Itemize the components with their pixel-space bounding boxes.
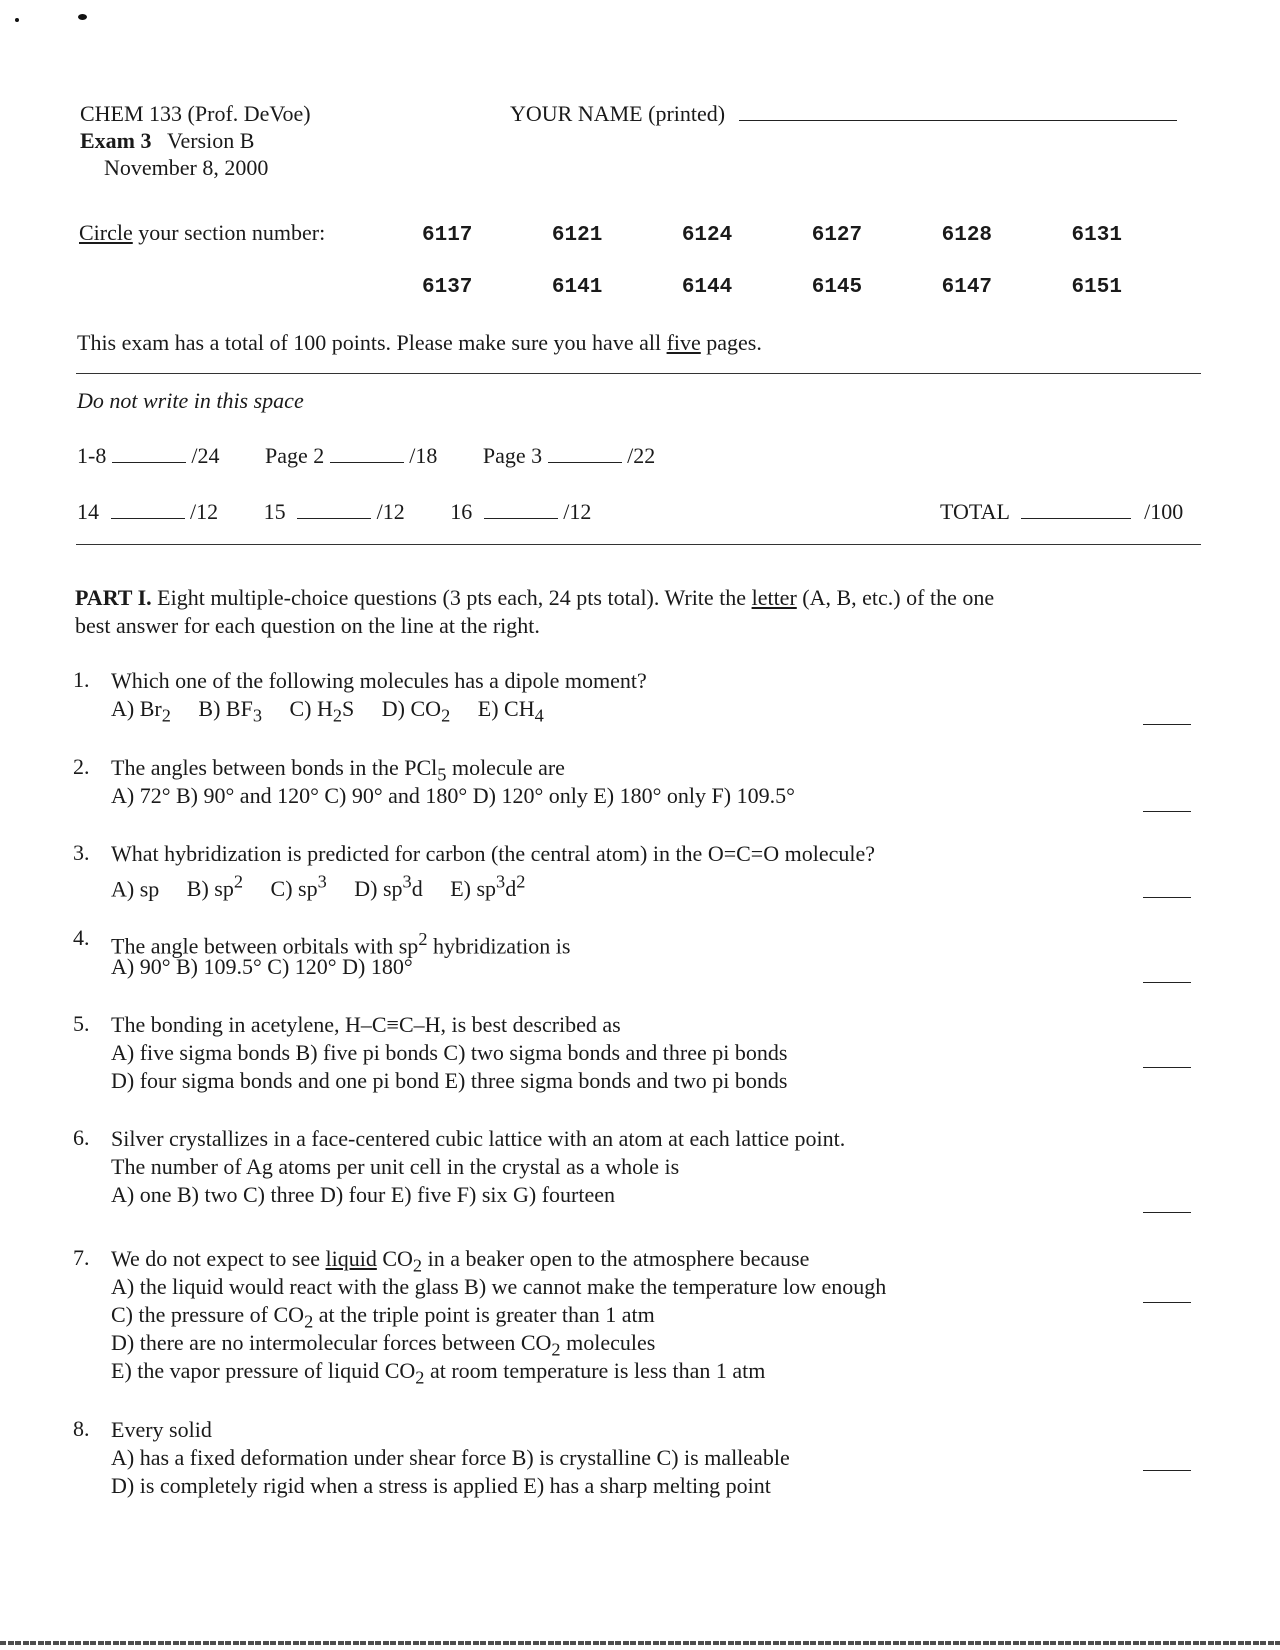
score-label: 1-8 [77, 443, 107, 468]
section-row-1 [422, 224, 1122, 247]
section-number[interactable]: 6128 [941, 224, 993, 247]
question-options: C) the pressure of $CO_2$ at the triple point is greater than 1 atm [111, 1302, 655, 1332]
exam-line [80, 127, 311, 154]
question-stem: Which one of the following molecules has a dipole moment? [111, 668, 647, 693]
course-header [80, 100, 311, 181]
section-number[interactable]: 6117 [422, 224, 473, 247]
score-blank[interactable] [297, 502, 371, 519]
answer-line-4[interactable] [1143, 982, 1191, 983]
question-stem: Every solid [111, 1417, 212, 1442]
question-stem: The bonding in acetylene, H–C≡C–H, is best described as [111, 1012, 621, 1037]
exam-version: Version B [167, 128, 255, 153]
answer-line-5[interactable] [1143, 1067, 1191, 1068]
section-number[interactable]: 6144 [681, 276, 733, 299]
question-options [111, 868, 875, 902]
section-prompt [79, 220, 325, 246]
question-stem: We do not expect to see liquid $CO_2$ in a beaker open to the atmosphere because [111, 1246, 810, 1276]
section-number[interactable]: 6121 [551, 224, 603, 247]
score-max: /12 [190, 499, 219, 524]
score-max: /18 [409, 443, 438, 468]
question-options [111, 695, 647, 726]
notice-text: This exam has a total of 100 points. Please make sure you have all [77, 330, 662, 355]
section-number[interactable]: 6131 [1071, 224, 1122, 247]
score-max: /12 [563, 499, 592, 524]
divider-top [76, 373, 1201, 374]
part1-intro-line2: best answer for each question on the line at the right. [75, 613, 540, 638]
section-number[interactable]: 6145 [811, 276, 863, 299]
question-stem: The number of Ag atoms per unit cell in the crystal as a whole is [111, 1154, 680, 1179]
name-label: YOUR NAME (printed) [510, 101, 726, 126]
scan-speck [15, 18, 19, 22]
score-label: 14 [77, 499, 99, 524]
scan-speck [78, 14, 87, 20]
question-options: A) has a fixed deformation under shear force B) is crystalline C) is malleable [111, 1445, 790, 1470]
question-number: 3. [73, 840, 90, 865]
notice-text-end: pages. [706, 330, 762, 355]
section-number[interactable]: 6141 [551, 276, 603, 299]
score-max: /22 [627, 443, 656, 468]
question-options: A) 90° B) 109.5° C) 120° D) 180° [111, 954, 413, 979]
option: B) $sp^2$ [186, 872, 244, 902]
score-max: /24 [191, 443, 220, 468]
grading-note: Do not write in this space [77, 388, 304, 413]
part1-title: PART I. [75, 585, 152, 610]
section-circle-word: Circle [79, 220, 133, 245]
answer-line-3[interactable] [1143, 897, 1191, 898]
name-blank[interactable] [739, 104, 1177, 121]
question-number: 8. [73, 1416, 90, 1441]
score-max: /12 [376, 499, 405, 524]
option: D) $CO_2$ [381, 696, 451, 726]
question-options: E) the vapor pressure of liquid $CO_2$ at room temperature is less than 1 atm [111, 1358, 766, 1388]
score-blank[interactable] [330, 446, 404, 463]
exam-notice [77, 330, 762, 356]
grading-row-2 [77, 499, 591, 525]
section-number[interactable]: 6127 [811, 224, 863, 247]
part1-intro-text-end: (A, B, etc.) of the one [802, 585, 995, 610]
question-number: 2. [73, 754, 90, 779]
option: C) $H_2S$ [289, 696, 355, 726]
scan-edge-line [0, 1641, 1280, 1645]
option: A) $Br_2$ [111, 696, 171, 726]
option: E) $CH_4$ [477, 696, 544, 726]
score-label: 15 [263, 499, 286, 524]
question-options: D) there are no intermolecular forces between $CO_2$ molecules [111, 1330, 656, 1360]
question-number: 7. [73, 1245, 90, 1270]
section-number[interactable]: 6137 [422, 276, 473, 299]
question-stem: What hybridization is predicted for carbon (the central atom) in the O=C=O molecule? [111, 841, 875, 866]
answer-line-2[interactable] [1143, 811, 1191, 812]
question-options: A) the liquid would react with the glass B) we cannot make the temperature low enough [111, 1274, 887, 1299]
answer-line-8[interactable] [1143, 1470, 1191, 1471]
section-row-2 [422, 276, 1122, 299]
exam-date: November 8, 2000 [104, 155, 269, 180]
total-blank[interactable] [1021, 502, 1131, 519]
score-blank[interactable] [548, 446, 622, 463]
total-score [940, 499, 1183, 525]
section-number[interactable]: 6147 [941, 276, 993, 299]
part1-intro-text: Eight multiple-choice questions (3 pts each, 24 pts total). Write the [157, 585, 747, 610]
option: E) $sp^3d^2$ [450, 872, 526, 902]
answer-line-7[interactable] [1143, 1302, 1191, 1303]
total-label: TOTAL [940, 499, 1010, 524]
score-blank[interactable] [112, 446, 186, 463]
question-number: 1. [73, 667, 90, 692]
option: B) $BF_3$ [198, 696, 262, 726]
question-options: A) 72° B) 90° and 120° C) 90° and 180° D) 120° only E) 180° only F) 109.5° [111, 783, 795, 808]
divider-bottom [76, 544, 1201, 545]
question-stem: Silver crystallizes in a face-centered cubic lattice with an atom at each lattice point. [111, 1126, 846, 1151]
question-number: 6. [73, 1125, 90, 1150]
question-options: A) five sigma bonds B) five pi bonds C) two sigma bonds and three pi bonds [111, 1040, 788, 1065]
question-options: D) is completely rigid when a stress is applied E) has a sharp melting point [111, 1473, 771, 1498]
score-blank[interactable] [111, 502, 185, 519]
option: A) sp [111, 876, 160, 902]
option: C) $sp^3$ [270, 872, 327, 902]
answer-line-1[interactable] [1143, 724, 1191, 725]
section-number[interactable]: 6124 [681, 224, 733, 247]
question-options: A) one B) two C) three D) four E) five F) six G) fourteen [111, 1182, 616, 1207]
question-options: D) four sigma bonds and one pi bond E) three sigma bonds and two pi bonds [111, 1068, 788, 1093]
part1-intro [75, 584, 994, 640]
option: D) $sp^3d$ [354, 872, 423, 902]
score-label: 16 [450, 499, 473, 524]
question-stem: The angle between orbitals with $sp^2$ hybridization is [111, 929, 571, 959]
answer-line-6[interactable] [1143, 1212, 1191, 1213]
section-number[interactable]: 6151 [1071, 276, 1122, 299]
name-field[interactable] [510, 100, 1177, 127]
score-blank[interactable] [484, 502, 558, 519]
grading-row-1 [77, 443, 655, 469]
section-prompt-text: your section number: [138, 220, 326, 245]
question-number: 5. [73, 1011, 90, 1036]
score-label: Page 2 [264, 443, 325, 468]
exam-number: Exam 3 [80, 128, 152, 153]
course-title: CHEM 133 (Prof. DeVoe) [80, 101, 311, 126]
score-label: Page 3 [482, 443, 543, 468]
question-number: 4. [73, 925, 90, 950]
notice-emphasis: five [666, 330, 701, 355]
part1-intro-emphasis: letter [751, 585, 797, 610]
question-stem: The angles between bonds in the PCl$_5$ molecule are [111, 755, 565, 785]
total-max: /100 [1144, 499, 1184, 524]
